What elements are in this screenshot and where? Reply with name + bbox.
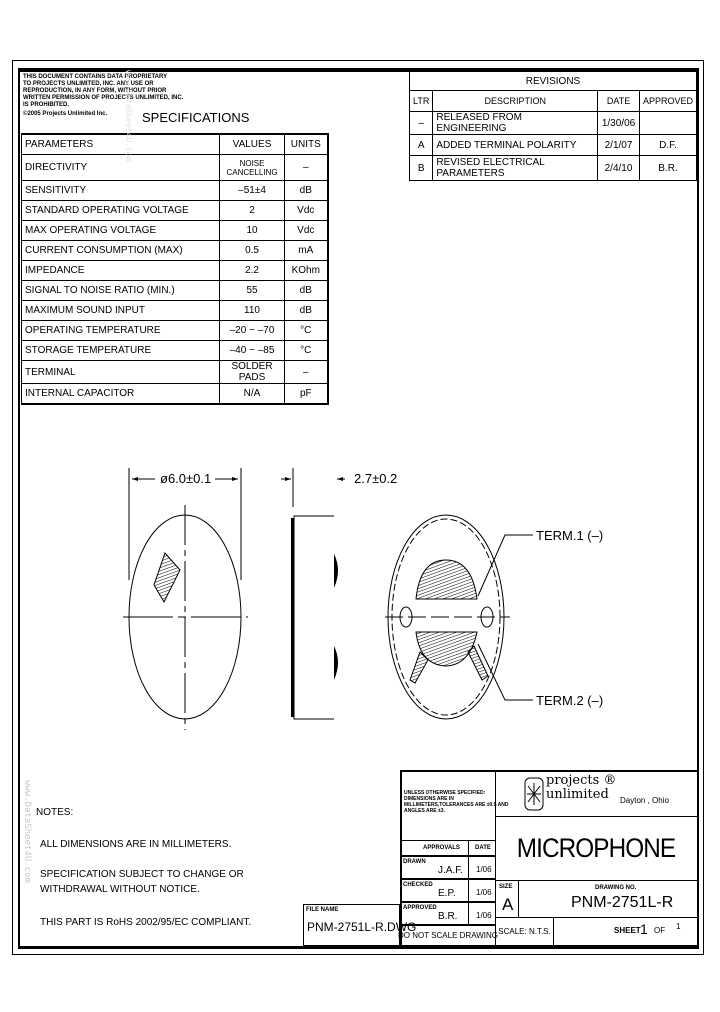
spec-value: 2.2 <box>220 261 284 281</box>
rev-date: 2/4/10 <box>598 156 640 181</box>
approval-name: E.P. <box>438 888 456 899</box>
drawing-number-label: DRAWING NO. <box>595 885 637 891</box>
spec-value: NOISE CANCELLING <box>220 155 284 181</box>
approval-role: APPROVED <box>403 905 437 911</box>
approval-date: 1/06 <box>476 888 492 897</box>
disclaimer-line: REPRODUCTION, IN ANY FORM, WITHOUT PRIOR <box>23 88 167 94</box>
file-name-box <box>303 904 417 946</box>
term1-label: TERM.1 (–) <box>536 528 604 543</box>
rev-description: RELEASED FROM ENGINEERING <box>433 112 598 135</box>
spec-parameter: INTERNAL CAPACITOR <box>22 384 220 405</box>
disclaimer-line: THIS DOCUMENT CONTAINS DATA PROPRIETARY <box>23 74 168 80</box>
sheet-value: 1 <box>640 921 648 937</box>
tolerance-line: MILLIMETERS,TOLERANCES ARE ±0.5 AND <box>404 802 509 808</box>
no-scale-box <box>398 925 499 946</box>
note-item: THIS PART IS RoHS 2002/95/EC COMPLIANT. <box>40 917 252 928</box>
disclaimer-line: IS PROHIBITED. <box>23 102 70 108</box>
disclaimer-line: TO PROJECTS UNLIMITED, INC. ANY USE OR <box>23 81 154 87</box>
specifications-title: SPECIFICATIONS <box>142 110 250 125</box>
sheet-label: SHEET <box>614 926 641 935</box>
approval-row-checked <box>400 879 496 902</box>
date-header: DATE <box>475 845 491 851</box>
spec-parameter: CURRENT CONSUMPTION (MAX) <box>22 241 220 261</box>
approval-row-approved <box>400 902 496 925</box>
disclaimer-line: ©2005 Projects Unlimited Inc. <box>23 111 108 117</box>
spec-parameter: MAXIMUM SOUND INPUT <box>22 301 220 321</box>
scale-text: SCALE: N.T.S. <box>498 927 551 936</box>
header-values: VALUES <box>220 134 284 155</box>
spec-unit: Vdc <box>284 221 328 241</box>
approval-role: DRAWN <box>403 859 426 865</box>
company-name-line1: projects ® <box>546 773 617 788</box>
size-label: SIZE <box>499 884 513 890</box>
header-date: DATE <box>598 91 640 112</box>
approvals-header: APPROVALS <box>423 845 460 851</box>
spec-value: 55 <box>220 281 284 301</box>
spec-parameter: SIGNAL TO NOISE RATIO (MIN.) <box>22 281 220 301</box>
size-value: A <box>502 895 514 914</box>
tolerance-line: DIMENSIONS ARE IN <box>404 796 454 802</box>
header-ltr: LTR <box>410 91 433 112</box>
spec-parameter: MAX OPERATING VOLTAGE <box>22 221 220 241</box>
rev-approved: D.F. <box>639 135 696 156</box>
rev-approved: B.R. <box>639 156 696 181</box>
drawing-number-box <box>518 880 698 918</box>
file-name-label: FILE NAME <box>306 907 339 913</box>
spec-unit: °C <box>284 341 328 361</box>
rev-date: 1/30/06 <box>598 112 640 135</box>
spec-unit: pF <box>284 384 328 405</box>
header-description: DESCRIPTION <box>433 91 598 112</box>
company-box <box>495 770 698 817</box>
spec-parameter: IMPEDANCE <box>22 261 220 281</box>
tolerance-line: UNLESS OTHERWISE SPECIFIED: <box>404 790 486 796</box>
spec-unit: dB <box>284 301 328 321</box>
file-name-value: PNM-2751L-R.DWG <box>307 920 417 934</box>
approval-date: 1/06 <box>476 865 492 874</box>
watermark: www.DataSheet4U.com <box>22 780 32 883</box>
term2-label: TERM.2 (–) <box>536 693 604 708</box>
company-name-line2: unlimited <box>546 787 609 802</box>
watermark-faint: www.DataSheet4U.com <box>124 70 133 162</box>
spec-parameter: DIRECTIVITY <box>22 155 220 181</box>
approval-row-drawn <box>400 856 496 879</box>
spec-value: 110 <box>220 301 284 321</box>
sheet-of-value: 1 <box>676 922 681 931</box>
front-view <box>123 468 248 730</box>
approval-date: 1/06 <box>476 911 492 920</box>
tolerance-note <box>404 790 509 814</box>
spec-parameter: STANDARD OPERATING VOLTAGE <box>22 201 220 221</box>
spec-unit: KOhm <box>284 261 328 281</box>
header-approved: APPROVED <box>639 91 696 112</box>
height-dimension: 2.7±0.2 <box>354 471 398 486</box>
spec-parameter: SENSITIVITY <box>22 181 220 201</box>
sheet-of-label: OF <box>654 926 666 935</box>
tolerance-line: ANGLES ARE ±3. <box>404 808 445 814</box>
spec-unit: – <box>284 155 328 181</box>
approval-name: B.R. <box>438 911 458 922</box>
diameter-dimension: ø6.0±0.1 <box>160 471 212 486</box>
no-scale-text: DO NOT SCALE DRAWING <box>398 931 499 940</box>
note-item: ALL DIMENSIONS ARE IN MILLIMETERS. <box>40 839 232 850</box>
disclaimer-line: WRITTEN PERMISSION OF PROJECTS UNLIMITED, INC. <box>23 95 184 101</box>
spec-value: N/A <box>220 384 284 405</box>
spec-value: SOLDER PADS <box>220 361 284 384</box>
drawing-number-value: PNM-2751L-R <box>571 894 674 911</box>
approval-name: J.A.F. <box>438 865 464 876</box>
header-parameters: PARAMETERS <box>22 134 220 155</box>
size-box <box>495 880 519 918</box>
part-title: MICROPHONE <box>517 833 676 863</box>
spec-value: 10 <box>220 221 284 241</box>
spec-value: 2 <box>220 201 284 221</box>
header-units: UNITS <box>284 134 328 155</box>
revisions-title: REVISIONS <box>410 72 697 91</box>
company-logo-icon <box>524 777 544 811</box>
approvals-header-row <box>400 840 496 856</box>
sheet-box <box>553 917 698 946</box>
company-location: Dayton , Ohio <box>620 796 669 805</box>
spec-unit: – <box>284 361 328 384</box>
rev-ltr: A <box>410 135 433 156</box>
spec-unit: dB <box>284 281 328 301</box>
rev-ltr: B <box>410 156 433 181</box>
spec-unit: dB <box>284 181 328 201</box>
back-view <box>385 515 533 719</box>
rev-date: 2/1/07 <box>598 135 640 156</box>
note-item: WITHDRAWAL WITHOUT NOTICE. <box>40 884 200 895</box>
spec-value: –20 ~ –70 <box>220 321 284 341</box>
spec-parameter: OPERATING TEMPERATURE <box>22 321 220 341</box>
approval-role: CHECKED <box>403 882 433 888</box>
spec-parameter: TERMINAL <box>22 361 220 384</box>
note-item: SPECIFICATION SUBJECT TO CHANGE OR <box>40 869 244 880</box>
spec-value: 0.5 <box>220 241 284 261</box>
rev-description: ADDED TERMINAL POLARITY <box>433 135 598 156</box>
part-title-box <box>495 816 698 881</box>
spec-value: –51±4 <box>220 181 284 201</box>
spec-unit: °C <box>284 321 328 341</box>
side-view <box>281 468 345 719</box>
rev-ltr: – <box>410 112 433 135</box>
notes-title: NOTES: <box>36 807 74 818</box>
rev-description: REVISED ELECTRICAL PARAMETERS <box>433 156 598 181</box>
scale-box <box>495 917 554 946</box>
spec-unit: mA <box>284 241 328 261</box>
spec-parameter: STORAGE TEMPERATURE <box>22 341 220 361</box>
spec-value: –40 ~ –85 <box>220 341 284 361</box>
spec-unit: Vdc <box>284 201 328 221</box>
